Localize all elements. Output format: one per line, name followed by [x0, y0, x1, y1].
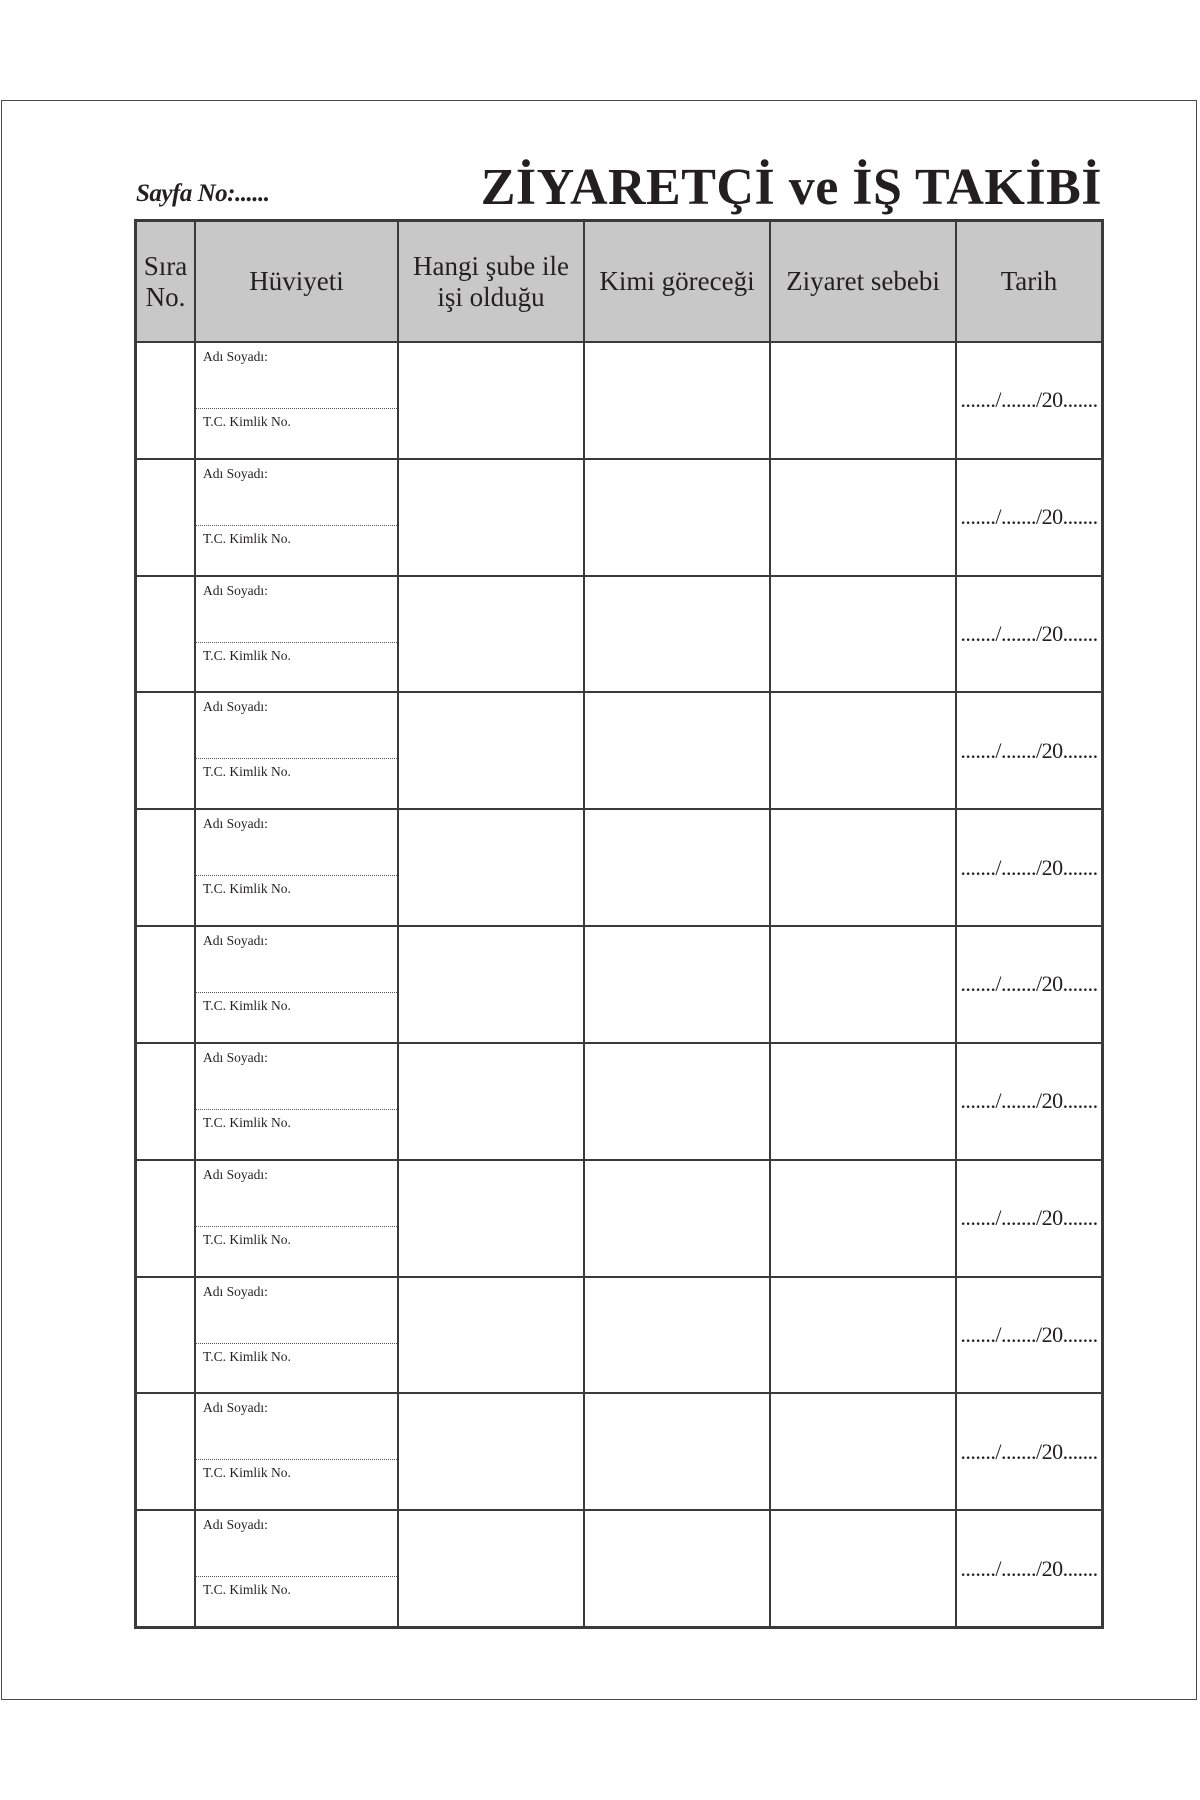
name-label: Adı Soyadı: — [203, 1517, 268, 1533]
ziyaret-sebebi-cell[interactable] — [771, 693, 957, 808]
ziyaret-sebebi-cell[interactable] — [771, 1278, 957, 1393]
ziyaret-sebebi-cell[interactable] — [771, 1161, 957, 1276]
huviyeti-cell — [196, 460, 399, 575]
name-label: Adı Soyadı: — [203, 465, 268, 481]
tarih-cell[interactable] — [957, 460, 1101, 575]
page-number: Sayfa No:...... — [136, 180, 270, 207]
huviyeti-cell — [196, 927, 399, 1042]
id-number-label: T.C. Kimlik No. — [203, 1348, 291, 1364]
date-placeholder: ......./......./20....... — [960, 1088, 1098, 1114]
date-placeholder: ......./......./20....... — [960, 737, 1098, 763]
name-label: Adı Soyadı: — [203, 1166, 268, 1182]
name-label: Adı Soyadı: — [203, 1400, 268, 1416]
ziyaret-sebebi-cell[interactable] — [771, 460, 957, 575]
id-number-label: T.C. Kimlik No. — [203, 530, 291, 546]
id-number-field[interactable] — [196, 1460, 397, 1509]
huviyeti-cell — [196, 343, 399, 458]
tarih-cell[interactable] — [957, 1044, 1101, 1159]
sube-cell[interactable] — [399, 343, 585, 458]
tarih-cell[interactable] — [957, 577, 1101, 692]
ziyaret-sebebi-cell[interactable] — [771, 1394, 957, 1509]
tarih-cell[interactable] — [957, 1394, 1101, 1509]
kimi-gorecegi-cell[interactable] — [585, 1278, 771, 1393]
ziyaret-sebebi-cell[interactable] — [771, 927, 957, 1042]
name-label: Adı Soyadı: — [203, 816, 268, 832]
date-placeholder: ......./......./20....... — [960, 1555, 1098, 1581]
sira-no-cell[interactable] — [137, 1278, 196, 1393]
table-header — [137, 222, 1101, 343]
date-placeholder: ......./......./20....... — [960, 1438, 1098, 1464]
date-placeholder: ......./......./20....... — [960, 1321, 1098, 1347]
table-row — [137, 1278, 1101, 1395]
huviyeti-cell — [196, 1394, 399, 1509]
name-label: Adı Soyadı: — [203, 699, 268, 715]
tarih-cell[interactable] — [957, 1511, 1101, 1626]
date-placeholder: ......./......./20....... — [960, 504, 1098, 530]
tarih-cell[interactable] — [957, 810, 1101, 925]
id-number-field[interactable] — [196, 1110, 397, 1159]
name-field[interactable] — [196, 1278, 397, 1344]
header-kimi-gorecegi — [585, 222, 771, 341]
table-row — [137, 1394, 1101, 1511]
sube-cell[interactable] — [399, 577, 585, 692]
id-number-field[interactable] — [196, 1577, 397, 1626]
sira-no-cell[interactable] — [137, 810, 196, 925]
tarih-cell[interactable] — [957, 927, 1101, 1042]
sira-no-cell[interactable] — [137, 343, 196, 458]
name-field[interactable] — [196, 1394, 397, 1460]
sira-no-cell[interactable] — [137, 1161, 196, 1276]
tarih-cell[interactable] — [957, 1278, 1101, 1393]
name-field[interactable] — [196, 1511, 397, 1577]
tarih-cell[interactable] — [957, 693, 1101, 808]
id-number-label: T.C. Kimlik No. — [203, 1582, 291, 1598]
id-number-label: T.C. Kimlik No. — [203, 881, 291, 897]
table-row — [137, 577, 1101, 694]
id-number-field[interactable] — [196, 759, 397, 808]
kimi-gorecegi-cell[interactable] — [585, 577, 771, 692]
sube-cell[interactable] — [399, 460, 585, 575]
visitor-log-table — [134, 219, 1104, 1629]
header-ziyaret-sebebi — [771, 222, 957, 341]
name-field[interactable] — [196, 927, 397, 993]
table-row — [137, 693, 1101, 810]
huviyeti-cell — [196, 1044, 399, 1159]
huviyeti-cell — [196, 577, 399, 692]
huviyeti-cell — [196, 1511, 399, 1626]
header-huviyeti-label: Hüviyeti — [249, 266, 344, 296]
id-number-label: T.C. Kimlik No. — [203, 998, 291, 1014]
huviyeti-cell — [196, 1278, 399, 1393]
name-label: Adı Soyadı: — [203, 933, 268, 949]
table-row — [137, 927, 1101, 1044]
ziyaret-sebebi-cell[interactable] — [771, 577, 957, 692]
header-hangi-sube — [399, 222, 585, 341]
sube-cell[interactable] — [399, 1511, 585, 1626]
tarih-cell[interactable] — [957, 1161, 1101, 1276]
kimi-gorecegi-cell[interactable] — [585, 927, 771, 1042]
sira-no-cell[interactable] — [137, 460, 196, 575]
id-number-label: T.C. Kimlik No. — [203, 414, 291, 429]
name-label: Adı Soyadı: — [203, 1283, 268, 1299]
id-number-field[interactable] — [196, 876, 397, 925]
date-placeholder: ......./......./20....... — [960, 1205, 1098, 1231]
kimi-gorecegi-cell[interactable] — [585, 1161, 771, 1276]
sube-cell[interactable] — [399, 1278, 585, 1393]
sira-no-cell[interactable] — [137, 927, 196, 1042]
header-hangi-sube-line1: Hangi şube ile — [413, 250, 569, 281]
id-number-field[interactable] — [196, 1344, 397, 1393]
kimi-gorecegi-cell[interactable] — [585, 693, 771, 808]
sube-cell[interactable] — [399, 1394, 585, 1509]
sira-no-cell[interactable] — [137, 693, 196, 808]
table-body — [137, 343, 1101, 1626]
table-row — [137, 1161, 1101, 1278]
table-row — [137, 343, 1101, 460]
header-hangi-sube-line2: işi olduğu — [437, 281, 545, 312]
name-field[interactable] — [196, 1161, 397, 1227]
name-label: Adı Soyadı: — [203, 1049, 268, 1065]
date-placeholder: ......./......./20....... — [960, 621, 1098, 647]
table-row — [137, 460, 1101, 577]
huviyeti-cell — [196, 1161, 399, 1276]
ziyaret-sebebi-cell[interactable] — [771, 1044, 957, 1159]
table-row — [137, 1044, 1101, 1161]
id-number-label: T.C. Kimlik No. — [203, 1114, 291, 1130]
id-number-field[interactable] — [196, 409, 397, 458]
header-tarih-label: Tarih — [1000, 266, 1058, 296]
ziyaret-sebebi-cell[interactable] — [771, 810, 957, 925]
sube-cell[interactable] — [399, 1044, 585, 1159]
table-row — [137, 1511, 1101, 1626]
ziyaret-sebebi-cell[interactable] — [771, 1511, 957, 1626]
kimi-gorecegi-cell[interactable] — [585, 810, 771, 925]
name-field[interactable] — [196, 460, 397, 526]
sube-cell[interactable] — [399, 693, 585, 808]
name-field[interactable] — [196, 343, 397, 409]
huviyeti-cell — [196, 693, 399, 808]
id-number-label: T.C. Kimlik No. — [203, 647, 291, 663]
kimi-gorecegi-cell[interactable] — [585, 1394, 771, 1509]
header-tarih — [957, 222, 1101, 341]
kimi-gorecegi-cell[interactable] — [585, 343, 771, 458]
sira-no-cell[interactable] — [137, 577, 196, 692]
header-ziyaret-sebebi-label: Ziyaret sebebi — [786, 266, 940, 296]
header-kimi-gorecegi-label: Kimi göreceği — [599, 266, 755, 296]
sube-cell[interactable] — [399, 927, 585, 1042]
kimi-gorecegi-cell[interactable] — [585, 1511, 771, 1626]
header-sira-no — [137, 222, 196, 341]
sira-no-cell[interactable] — [137, 1394, 196, 1509]
name-field[interactable] — [196, 693, 397, 759]
date-placeholder: ......./......./20....... — [960, 387, 1098, 413]
kimi-gorecegi-cell[interactable] — [585, 1044, 771, 1159]
id-number-field[interactable] — [196, 526, 397, 575]
id-number-label: T.C. Kimlik No. — [203, 764, 291, 780]
id-number-label: T.C. Kimlik No. — [203, 1231, 291, 1247]
id-number-field[interactable] — [196, 643, 397, 692]
form-title: ZİYARETÇİ ve İŞ TAKİBİ — [480, 159, 1102, 216]
name-field[interactable] — [196, 810, 397, 876]
kimi-gorecegi-cell[interactable] — [585, 460, 771, 575]
header-sira-no-line1: Sıra — [143, 250, 188, 281]
id-number-field[interactable] — [196, 1227, 397, 1276]
name-field[interactable] — [196, 577, 397, 643]
sube-cell[interactable] — [399, 810, 585, 925]
date-placeholder: ......./......./20....... — [960, 854, 1098, 880]
ziyaret-sebebi-cell[interactable] — [771, 343, 957, 458]
table-row — [137, 810, 1101, 927]
name-field[interactable] — [196, 1044, 397, 1110]
tarih-cell[interactable] — [957, 343, 1101, 458]
name-label: Adı Soyadı: — [203, 582, 268, 598]
id-number-field[interactable] — [196, 993, 397, 1042]
header-huviyeti — [196, 222, 399, 341]
date-placeholder: ......./......./20....... — [960, 971, 1098, 997]
header-sira-no-line2: No. — [145, 281, 186, 312]
id-number-label: T.C. Kimlik No. — [203, 1465, 291, 1481]
name-label: Adı Soyadı: — [203, 349, 268, 364]
sira-no-cell[interactable] — [137, 1044, 196, 1159]
sube-cell[interactable] — [399, 1161, 585, 1276]
sira-no-cell[interactable] — [137, 1511, 196, 1626]
huviyeti-cell — [196, 810, 399, 925]
